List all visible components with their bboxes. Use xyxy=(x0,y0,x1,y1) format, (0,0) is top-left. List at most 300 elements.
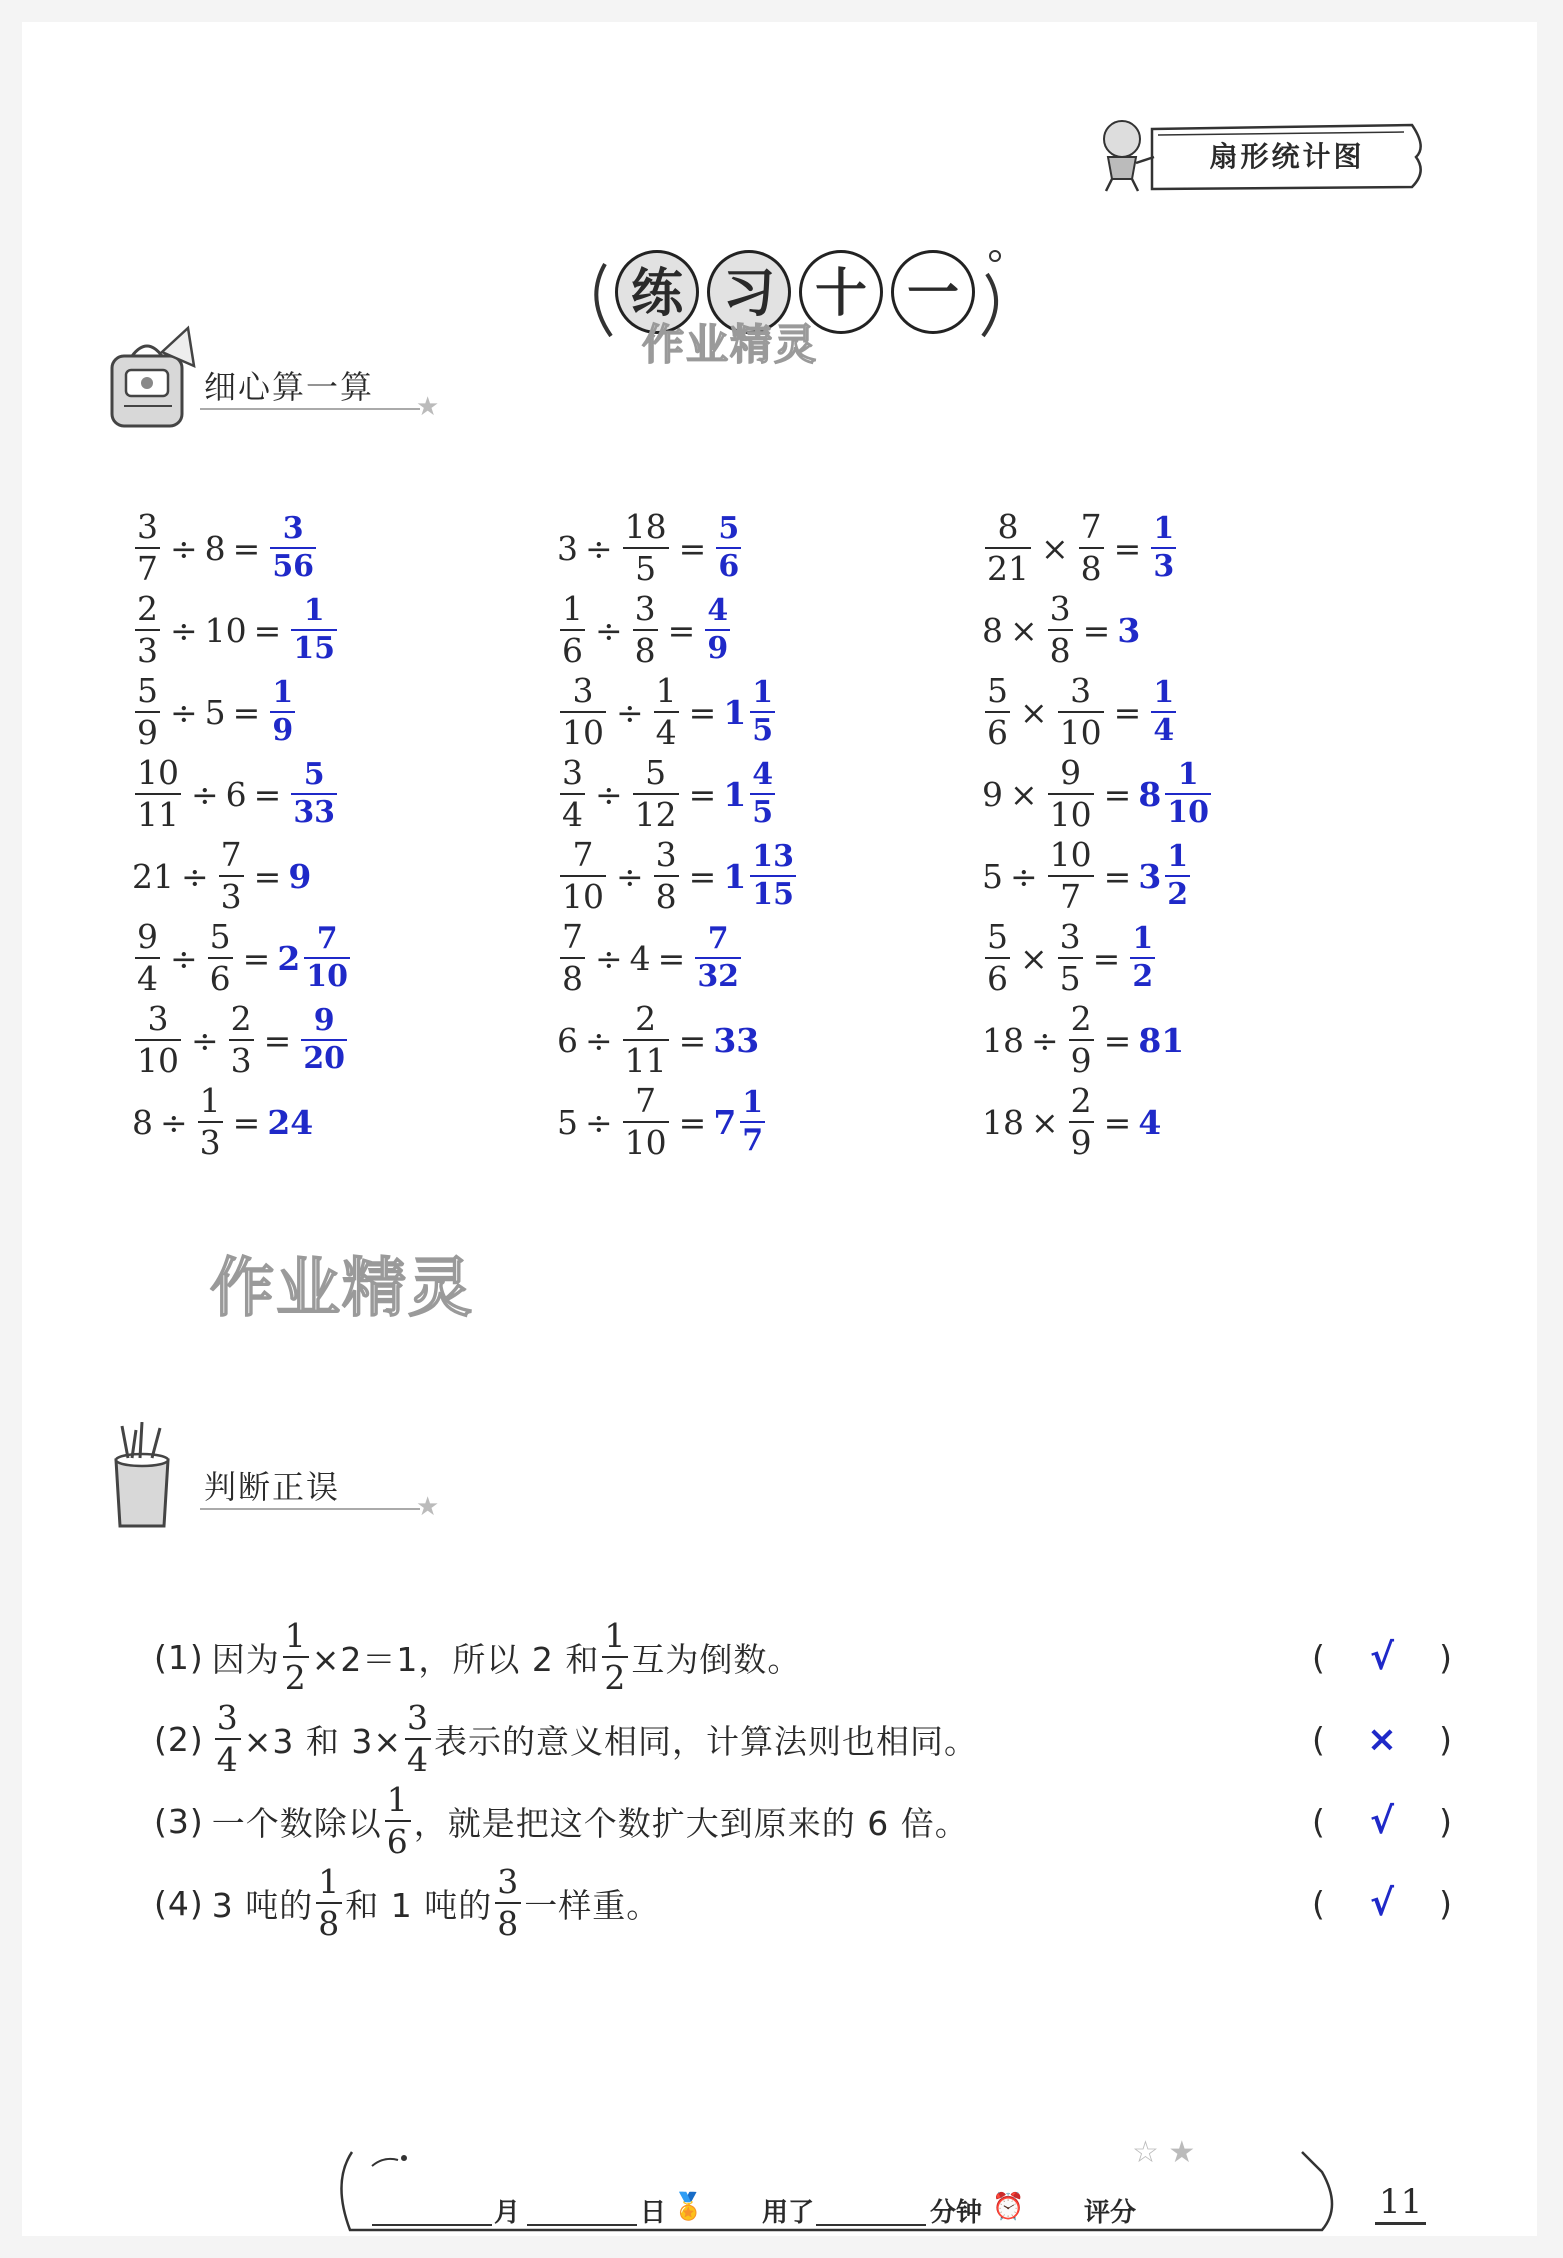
number: 8 xyxy=(132,1102,153,1142)
denominator: 2 xyxy=(1167,877,1189,912)
whole-part: 3 xyxy=(1138,856,1162,896)
denominator: 4 xyxy=(407,1740,430,1779)
operator: = xyxy=(1113,692,1142,732)
answer-parentheses xyxy=(1312,1848,1452,1958)
operator: = xyxy=(242,938,271,978)
operator: ÷ xyxy=(160,1102,188,1142)
fraction xyxy=(198,1081,223,1163)
close-paren: ) xyxy=(1439,1637,1452,1677)
title-char-3: 十 xyxy=(799,250,883,334)
fraction xyxy=(695,921,741,995)
operator: = xyxy=(232,692,261,732)
denominator: 10 xyxy=(624,1123,667,1162)
answer xyxy=(288,857,311,896)
fraction xyxy=(1058,917,1083,999)
denominator: 5 xyxy=(635,549,657,588)
number: 8 xyxy=(982,610,1003,650)
judgement-mark: × xyxy=(1366,1718,1398,1760)
denominator: 8 xyxy=(1049,631,1071,670)
statement-text: ×2＝1，所以 2 和 xyxy=(311,1639,600,1679)
denominator: 8 xyxy=(497,1904,520,1943)
denominator: 3 xyxy=(137,631,158,670)
open-paren: ( xyxy=(1312,1801,1325,1841)
operator: ÷ xyxy=(585,528,613,568)
number: 4 xyxy=(629,938,651,978)
judgement-mark: √ xyxy=(1369,1800,1394,1842)
denominator: 4 xyxy=(1153,713,1175,748)
workbook-page xyxy=(22,22,1537,2236)
operator: ÷ xyxy=(585,1102,613,1142)
denominator: 9 xyxy=(1070,1041,1092,1080)
operator: = xyxy=(1092,938,1121,978)
fraction xyxy=(750,675,775,749)
numerator: 1 xyxy=(284,1616,307,1655)
number: 9 xyxy=(288,856,312,896)
fraction xyxy=(1048,835,1094,917)
denominator: 3 xyxy=(230,1041,252,1080)
numerator: 10 xyxy=(137,753,179,792)
answer xyxy=(713,511,744,585)
numerator: 1 xyxy=(1177,757,1199,792)
number: 6 xyxy=(225,774,247,814)
operator: = xyxy=(657,938,686,978)
statement-text: 一个数除以 xyxy=(211,1803,382,1843)
denominator: 4 xyxy=(137,959,158,998)
denominator: 56 xyxy=(272,549,315,584)
footer-used: 用了 xyxy=(762,2198,815,2228)
operator: × xyxy=(1020,938,1048,978)
numerator: 3 xyxy=(407,1698,430,1737)
fraction xyxy=(1151,675,1176,749)
number: 3 xyxy=(1117,610,1141,650)
number: 9 xyxy=(982,774,1003,814)
svg-text:☆ ★: ☆ ★ xyxy=(1132,2135,1196,2170)
operator: × xyxy=(1010,610,1038,650)
fraction xyxy=(985,507,1031,589)
answer xyxy=(267,675,298,749)
whole-part: 7 xyxy=(713,1102,737,1142)
answer xyxy=(288,757,340,831)
footer-record xyxy=(322,2112,1352,2252)
number: 10 xyxy=(204,610,247,650)
open-paren: ( xyxy=(1312,1883,1325,1923)
fraction xyxy=(229,999,254,1081)
operator: = xyxy=(678,1020,707,1060)
whole-part: 1 xyxy=(723,856,747,896)
denominator: 8 xyxy=(562,959,583,998)
numerator: 1 xyxy=(303,593,325,628)
fraction xyxy=(560,753,585,835)
denominator: 2 xyxy=(284,1658,307,1697)
denominator: 9 xyxy=(137,713,158,752)
denominator: 15 xyxy=(293,631,336,666)
judgement-mark: √ xyxy=(1369,1882,1394,1924)
denominator: 8 xyxy=(318,1904,341,1943)
denominator: 9 xyxy=(1070,1123,1092,1162)
mixed-number xyxy=(713,1085,768,1159)
page-number: 11 xyxy=(1375,2182,1426,2225)
item-number: (2) xyxy=(154,1719,204,1759)
numerator: 1 xyxy=(318,1862,341,1901)
fraction xyxy=(1079,507,1104,589)
numerator: 3 xyxy=(216,1698,239,1737)
operator: ÷ xyxy=(1031,1020,1059,1060)
footer-month: 月 xyxy=(494,2198,521,2228)
denominator: 10 xyxy=(562,877,604,916)
fraction xyxy=(654,671,679,753)
numerator: 2 xyxy=(230,999,252,1038)
practice-title xyxy=(587,244,1017,369)
operator: = xyxy=(1082,610,1111,650)
operator: ÷ xyxy=(181,856,209,896)
fraction xyxy=(301,1003,347,1077)
section-calc-title: 细心算一算 xyxy=(204,368,375,406)
numerator: 1 xyxy=(1132,921,1154,956)
operator: ÷ xyxy=(170,528,198,568)
operator: ÷ xyxy=(595,938,623,978)
operator: = xyxy=(688,692,717,732)
denominator: 6 xyxy=(562,631,583,670)
star-icon: ★ xyxy=(416,1492,440,1522)
numerator: 13 xyxy=(752,839,795,874)
whole-part: 2 xyxy=(277,938,301,978)
denominator: 6 xyxy=(718,549,740,584)
denominator: 10 xyxy=(1167,795,1210,830)
denominator: 32 xyxy=(697,959,740,994)
numerator: 5 xyxy=(718,511,740,546)
operator: ÷ xyxy=(170,610,198,650)
denominator: 15 xyxy=(752,877,795,912)
denominator: 7 xyxy=(742,1123,764,1158)
open-paren: ( xyxy=(1312,1719,1325,1759)
operator: = xyxy=(253,774,282,814)
fraction xyxy=(270,675,295,749)
fraction xyxy=(560,671,606,753)
title-char-2: 习 xyxy=(707,250,791,334)
fraction xyxy=(985,917,1010,999)
denominator: 5 xyxy=(752,713,774,748)
answer xyxy=(267,1103,313,1142)
numerator: 2 xyxy=(137,589,158,628)
operator: ÷ xyxy=(1010,856,1038,896)
operator: × xyxy=(1020,692,1048,732)
unit-title: 扇形统计图 xyxy=(1209,140,1365,173)
denominator: 10 xyxy=(1059,713,1102,752)
numerator: 3 xyxy=(497,1862,520,1901)
item-number: (4) xyxy=(154,1883,204,1923)
fraction xyxy=(135,671,160,753)
operator: = xyxy=(232,528,261,568)
whole-part: 1 xyxy=(723,692,747,732)
denominator: 21 xyxy=(987,549,1029,588)
operator: × xyxy=(1041,528,1069,568)
statement-text: ，就是把这个数扩大到原来的 6 倍。 xyxy=(413,1803,969,1843)
whole-part: 8 xyxy=(1138,774,1162,814)
answer xyxy=(1127,921,1158,995)
fraction xyxy=(208,917,233,999)
fraction xyxy=(633,589,658,671)
numerator: 1 xyxy=(752,675,774,710)
title-char-1: 练 xyxy=(615,250,699,334)
numerator: 3 xyxy=(634,589,656,628)
fraction xyxy=(135,753,181,835)
numerator: 3 xyxy=(562,753,583,792)
numerator: 3 xyxy=(147,999,169,1038)
denominator: 3 xyxy=(199,1123,221,1162)
fraction xyxy=(1151,511,1176,585)
fraction xyxy=(291,757,337,831)
denominator: 5 xyxy=(1059,959,1081,998)
numerator: 3 xyxy=(1049,589,1071,628)
denominator: 7 xyxy=(1060,877,1082,916)
mixed-number xyxy=(723,757,778,831)
mixed-number xyxy=(277,921,353,995)
denominator: 6 xyxy=(386,1822,409,1861)
close-paren: ) xyxy=(1439,1883,1452,1923)
denominator: 10 xyxy=(1049,795,1092,834)
denominator: 6 xyxy=(987,959,1008,998)
numerator: 1 xyxy=(272,675,294,710)
operator: = xyxy=(1103,1102,1132,1142)
answer xyxy=(1148,511,1179,585)
close-paren: ) xyxy=(1439,1719,1452,1759)
fraction xyxy=(1069,1081,1094,1163)
judgement-statement xyxy=(154,1848,1454,1958)
number: 18 xyxy=(982,1020,1024,1060)
numerator: 3 xyxy=(655,835,677,874)
operator: ÷ xyxy=(191,1020,219,1060)
denominator: 2 xyxy=(604,1658,627,1697)
number: 6 xyxy=(557,1020,578,1060)
numerator: 1 xyxy=(604,1616,627,1655)
numerator: 4 xyxy=(752,757,774,792)
denominator: 6 xyxy=(209,959,231,998)
number: 5 xyxy=(557,1102,578,1142)
star-icon: ★ xyxy=(416,392,440,422)
fraction xyxy=(1165,757,1211,831)
numerator: 4 xyxy=(707,593,729,628)
operator: ÷ xyxy=(170,692,198,732)
fraction xyxy=(1048,589,1073,671)
fraction xyxy=(1130,921,1155,995)
denominator: 2 xyxy=(1132,959,1154,994)
numerator: 2 xyxy=(635,999,657,1038)
watermark-top: 作业精灵 xyxy=(642,320,819,369)
fraction xyxy=(623,507,669,589)
numerator: 5 xyxy=(209,917,231,956)
number: 8 xyxy=(204,528,226,568)
footer-ribbon-icon xyxy=(322,2112,1352,2252)
pencil-cup-icon xyxy=(102,1422,202,1532)
numerator: 1 xyxy=(1167,839,1189,874)
numerator: 2 xyxy=(1070,1081,1092,1120)
denominator: 4 xyxy=(562,795,583,834)
operator: ÷ xyxy=(595,774,623,814)
calc-problem xyxy=(982,1074,1161,1170)
operator: = xyxy=(678,528,707,568)
denominator: 9 xyxy=(272,713,294,748)
statement-text: 一样重。 xyxy=(524,1885,661,1925)
fraction xyxy=(135,917,160,999)
numerator: 3 xyxy=(1070,671,1092,710)
numerator: 1 xyxy=(1153,511,1175,546)
fraction xyxy=(1069,999,1094,1081)
fraction xyxy=(219,835,244,917)
numerator: 18 xyxy=(624,507,667,546)
numerator: 5 xyxy=(645,753,667,792)
operator: = xyxy=(678,1102,707,1142)
operator: = xyxy=(253,856,282,896)
numerator: 3 xyxy=(1059,917,1081,956)
numerator: 5 xyxy=(137,671,158,710)
operator: = xyxy=(688,774,717,814)
watermark-middle: 作业精灵 xyxy=(210,1252,474,1326)
numerator: 7 xyxy=(572,835,594,874)
answer xyxy=(298,1003,350,1077)
denominator: 8 xyxy=(1080,549,1102,588)
operator: = xyxy=(688,856,717,896)
operator: ÷ xyxy=(616,692,644,732)
numerator: 5 xyxy=(987,917,1008,956)
number: 5 xyxy=(982,856,1003,896)
statement-text: 3 吨的 xyxy=(211,1885,314,1925)
answer xyxy=(1148,675,1179,749)
numerator: 7 xyxy=(562,917,583,956)
denominator: 6 xyxy=(987,713,1008,752)
answer xyxy=(713,1021,759,1060)
operator: = xyxy=(1103,1020,1132,1060)
unit-banner xyxy=(1082,117,1427,193)
fraction xyxy=(750,757,775,831)
numerator: 1 xyxy=(655,671,677,710)
denominator: 10 xyxy=(137,1041,179,1080)
fraction xyxy=(633,753,679,835)
numerator: 3 xyxy=(572,671,594,710)
numerator: 2 xyxy=(1070,999,1092,1038)
section-calc-header xyxy=(102,342,462,432)
fraction xyxy=(291,593,337,667)
denominator: 8 xyxy=(655,877,677,916)
section-judge-header xyxy=(102,1442,462,1532)
number: 21 xyxy=(132,856,174,896)
statement-text: 和 1 吨的 xyxy=(345,1885,493,1925)
close-paren: ) xyxy=(1439,1801,1452,1841)
answer xyxy=(702,593,733,667)
numerator: 7 xyxy=(316,921,338,956)
fraction xyxy=(1048,753,1094,835)
alarm-clock-icon: ⏰ xyxy=(992,2192,1025,2222)
statement-text: 互为倒数。 xyxy=(631,1639,802,1679)
operator: × xyxy=(1010,774,1038,814)
title-char-4: 一 xyxy=(891,250,975,334)
fraction xyxy=(654,835,679,917)
numerator: 10 xyxy=(1049,835,1092,874)
numerator: 1 xyxy=(199,1081,221,1120)
footer-minutes: 分钟 xyxy=(930,2198,983,2228)
numerator: 3 xyxy=(282,511,304,546)
backpack-icon xyxy=(102,322,202,432)
operator: = xyxy=(232,1102,261,1142)
answer xyxy=(267,511,319,585)
answer xyxy=(288,593,340,667)
numerator: 1 xyxy=(562,589,583,628)
answer xyxy=(1138,1103,1161,1142)
fraction xyxy=(623,1081,669,1163)
denominator: 10 xyxy=(306,959,349,994)
numerator: 1 xyxy=(742,1085,764,1120)
item-number: (1) xyxy=(154,1637,204,1677)
numerator: 9 xyxy=(313,1003,335,1038)
numerator: 3 xyxy=(137,507,158,546)
statement-text: 因为 xyxy=(211,1639,280,1679)
numerator: 7 xyxy=(707,921,729,956)
fraction xyxy=(560,917,585,999)
numerator: 7 xyxy=(1080,507,1102,546)
fraction xyxy=(304,921,350,995)
denominator: 5 xyxy=(752,795,774,830)
fraction xyxy=(495,1862,521,1944)
denominator: 10 xyxy=(562,713,604,752)
number: 5 xyxy=(204,692,226,732)
answer xyxy=(692,921,744,995)
fraction xyxy=(316,1862,342,1944)
mixed-number xyxy=(723,839,799,913)
denominator: 11 xyxy=(137,795,179,834)
footer-day: 日 xyxy=(640,2198,667,2228)
operator: ÷ xyxy=(191,774,219,814)
operator: = xyxy=(1103,774,1132,814)
number: 24 xyxy=(267,1102,314,1142)
numerator: 7 xyxy=(220,835,242,874)
answer xyxy=(1138,1021,1184,1060)
fraction xyxy=(740,1085,765,1159)
fraction xyxy=(705,593,730,667)
fraction xyxy=(135,999,181,1081)
fraction xyxy=(985,671,1010,753)
fraction xyxy=(1058,671,1104,753)
section-judge-title: 判断正误 xyxy=(204,1468,341,1506)
fraction xyxy=(560,835,606,917)
fraction xyxy=(623,999,669,1081)
operator: × xyxy=(1031,1102,1059,1142)
operator: = xyxy=(263,1020,292,1060)
mixed-number xyxy=(723,675,778,749)
statement-text: ×3 和 3× xyxy=(243,1721,403,1761)
numerator: 9 xyxy=(137,917,158,956)
medal-icon: 🏅 xyxy=(672,2192,705,2222)
number: 4 xyxy=(1138,1102,1162,1142)
operator: ÷ xyxy=(595,610,623,650)
operator: = xyxy=(1113,528,1142,568)
judgement-mark: √ xyxy=(1369,1636,1394,1678)
fraction xyxy=(750,839,796,913)
denominator: 4 xyxy=(655,713,677,752)
number: 18 xyxy=(982,1102,1024,1142)
denominator: 7 xyxy=(137,549,158,588)
operator: ÷ xyxy=(170,938,198,978)
numerator: 5 xyxy=(303,757,325,792)
denominator: 33 xyxy=(293,795,336,830)
numerator: 1 xyxy=(1153,675,1175,710)
fraction xyxy=(270,511,316,585)
fraction xyxy=(560,589,585,671)
open-paren: ( xyxy=(1312,1637,1325,1677)
calc-problem xyxy=(132,1074,313,1170)
whole-part: 1 xyxy=(723,774,747,814)
numerator: 8 xyxy=(997,507,1019,546)
number: 81 xyxy=(1138,1020,1185,1060)
number: 33 xyxy=(713,1020,760,1060)
